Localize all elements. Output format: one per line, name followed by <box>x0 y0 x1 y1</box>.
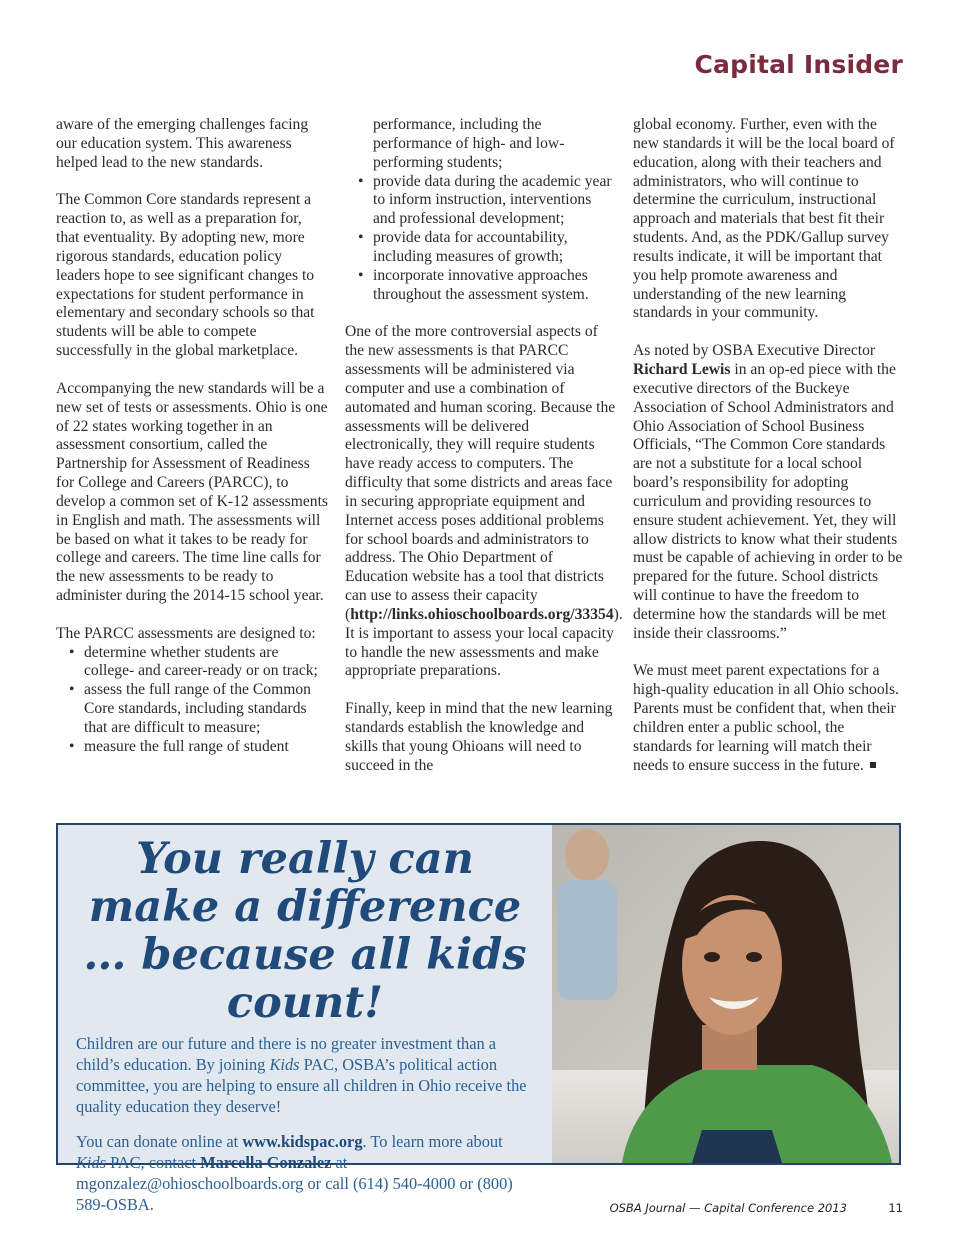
ad-text: You can donate online at <box>76 1132 243 1151</box>
article-column-1 <box>56 116 328 776</box>
paragraph: The PARCC assessments are designed to: <box>56 624 316 642</box>
page-number: 11 <box>888 1201 903 1215</box>
section-title: Capital Insider <box>694 50 903 79</box>
end-of-article-mark <box>870 762 876 768</box>
list-item: • assess the full range of the Common Core standards, including standards that are difficult to measure; <box>84 681 328 738</box>
list-item: • provide data for accountability, including measures of growth; <box>373 229 617 267</box>
list-item: • incorporate innovative approaches throughout the assessment system. <box>373 267 617 305</box>
ad-contact <box>76 1131 534 1215</box>
list-item: • measure the full range of student <box>84 738 328 757</box>
ad-text: PAC, contact <box>106 1153 201 1172</box>
list-item: • provide data during the academic year to inform instruction, interventions and professional development; <box>373 173 617 230</box>
kidspac-link[interactable]: www.kidspac.org <box>242 1132 363 1151</box>
paragraph-text: As noted by OSBA Executive Director <box>633 342 876 360</box>
kids-brand: Kids <box>76 1153 107 1172</box>
paragraph: aware of the emerging challenges facing our education system. This awareness helped lead to the new standards. <box>56 116 309 171</box>
kids-brand: Kids <box>269 1055 300 1074</box>
paragraph-text: ). It is important to assess your local capacity to handle the new assessments and make appropriate preparations. <box>345 605 623 680</box>
article-column-3 <box>633 116 905 794</box>
ad-body <box>76 1033 534 1117</box>
article-column-2 <box>345 116 623 794</box>
bullet-list <box>56 644 328 757</box>
journal-issue: OSBA Journal — Capital Conference 2013 <box>609 1201 847 1215</box>
contact-name: Marcella Gonzalez <box>200 1153 332 1172</box>
bullet-list <box>345 173 617 305</box>
student-photo <box>552 825 899 1163</box>
paragraph <box>633 662 905 775</box>
ad-text: at mgonzalez@ohioschoolboards.org or call (614) 540-4000 or (800) 589-OSBA. <box>76 1153 513 1214</box>
paragraph: The Common Core standards represent a reaction to, as well as a preparation for, that eventuality. By adopting new, more rigorous standards, education policy leaders hope to see significant changes to expectations for student performance in elementary and secondary schools so that students will be able to compete successfully in the global marketplace. <box>56 191 315 360</box>
capacity-tool-link[interactable]: http://links.ohioschoolboards.org/33354 <box>350 605 614 623</box>
paragraph <box>633 342 905 644</box>
paragraph-text: We must meet parent expectations for a high-quality education in all Ohio schools. Parents must be confident that, when their children enter a public school, the standards for learning will match their needs to ensure success in the future. <box>633 662 899 774</box>
ad-text: . To learn more about <box>362 1132 503 1151</box>
list-item: • determine whether students are college- and career-ready or on track; <box>84 644 328 682</box>
paragraph: Finally, keep in mind that the new learning standards establish the knowledge and skills that young Ohioans will need to succeed in the <box>345 700 613 774</box>
ad-text-panel <box>58 825 552 1214</box>
person-name: Richard Lewis <box>633 360 731 378</box>
paragraph: Accompanying the new standards will be a new set of tests or assessments. Ohio is one of 22 states working together in an assessment consortium, called the Partnership for Assessment of Readiness for College and Careers (PARCC), to develop a common set of K-12 assessments in English and math. The assessments will be based on what it takes to be ready for college and careers. The time line calls for the new assessments to be ready to administer during the 2014-15 school year. <box>56 379 328 605</box>
list-item-continuation: performance, including the performance of high- and low-performing students; <box>373 116 565 171</box>
paragraph: global economy. Further, even with the new standards it will be the local board of education, along with their teachers and administrators, who will continue to determine the curriculum, instructional approach and materials that best fit their students. And, as the PDK/Gallup survey results indicate, it will be important that you help promote awareness and understanding of the new learning standards in your community. <box>633 116 895 322</box>
ad-text: PAC, OSBA’s political action committee, you are helping to ensure all children in Ohio receive the quality education they deserve! <box>76 1055 527 1116</box>
ad-headline: You really can make a difference … because all kids count! <box>83 834 527 1028</box>
paragraph <box>345 323 623 681</box>
paragraph-text: in an op-ed piece with the executive directors of the Buckeye Association of School Administrators and Ohio Association of School Business Officials, “The Common Core standards are not a substitute for a local school board’s responsibility for adopting curriculum and providing resources to ensure student achievement. Yet, they will allow districts to know what their students must be capable of achieving in order to be prepared for the future. School districts will continue to have the freedom to determine how the standards will be met inside their classrooms.” <box>633 360 903 642</box>
ad-text: Children are our future and there is no greater investment than a child’s education. By joining <box>76 1034 497 1074</box>
paragraph-text: One of the more controversial aspects of the new assessments is that PARCC assessments will be administered via computer and use a combination of automated and human scoring. Because the assessments will be delivered electronically, they will require students have ready access to computers. The difficulty that some districts and areas face in securing appropriate equipment and Internet access poses additional problems for school boards and administrators to address. The Ohio Department of Education website has a tool that districts can use to assess their capacity ( <box>345 323 616 623</box>
